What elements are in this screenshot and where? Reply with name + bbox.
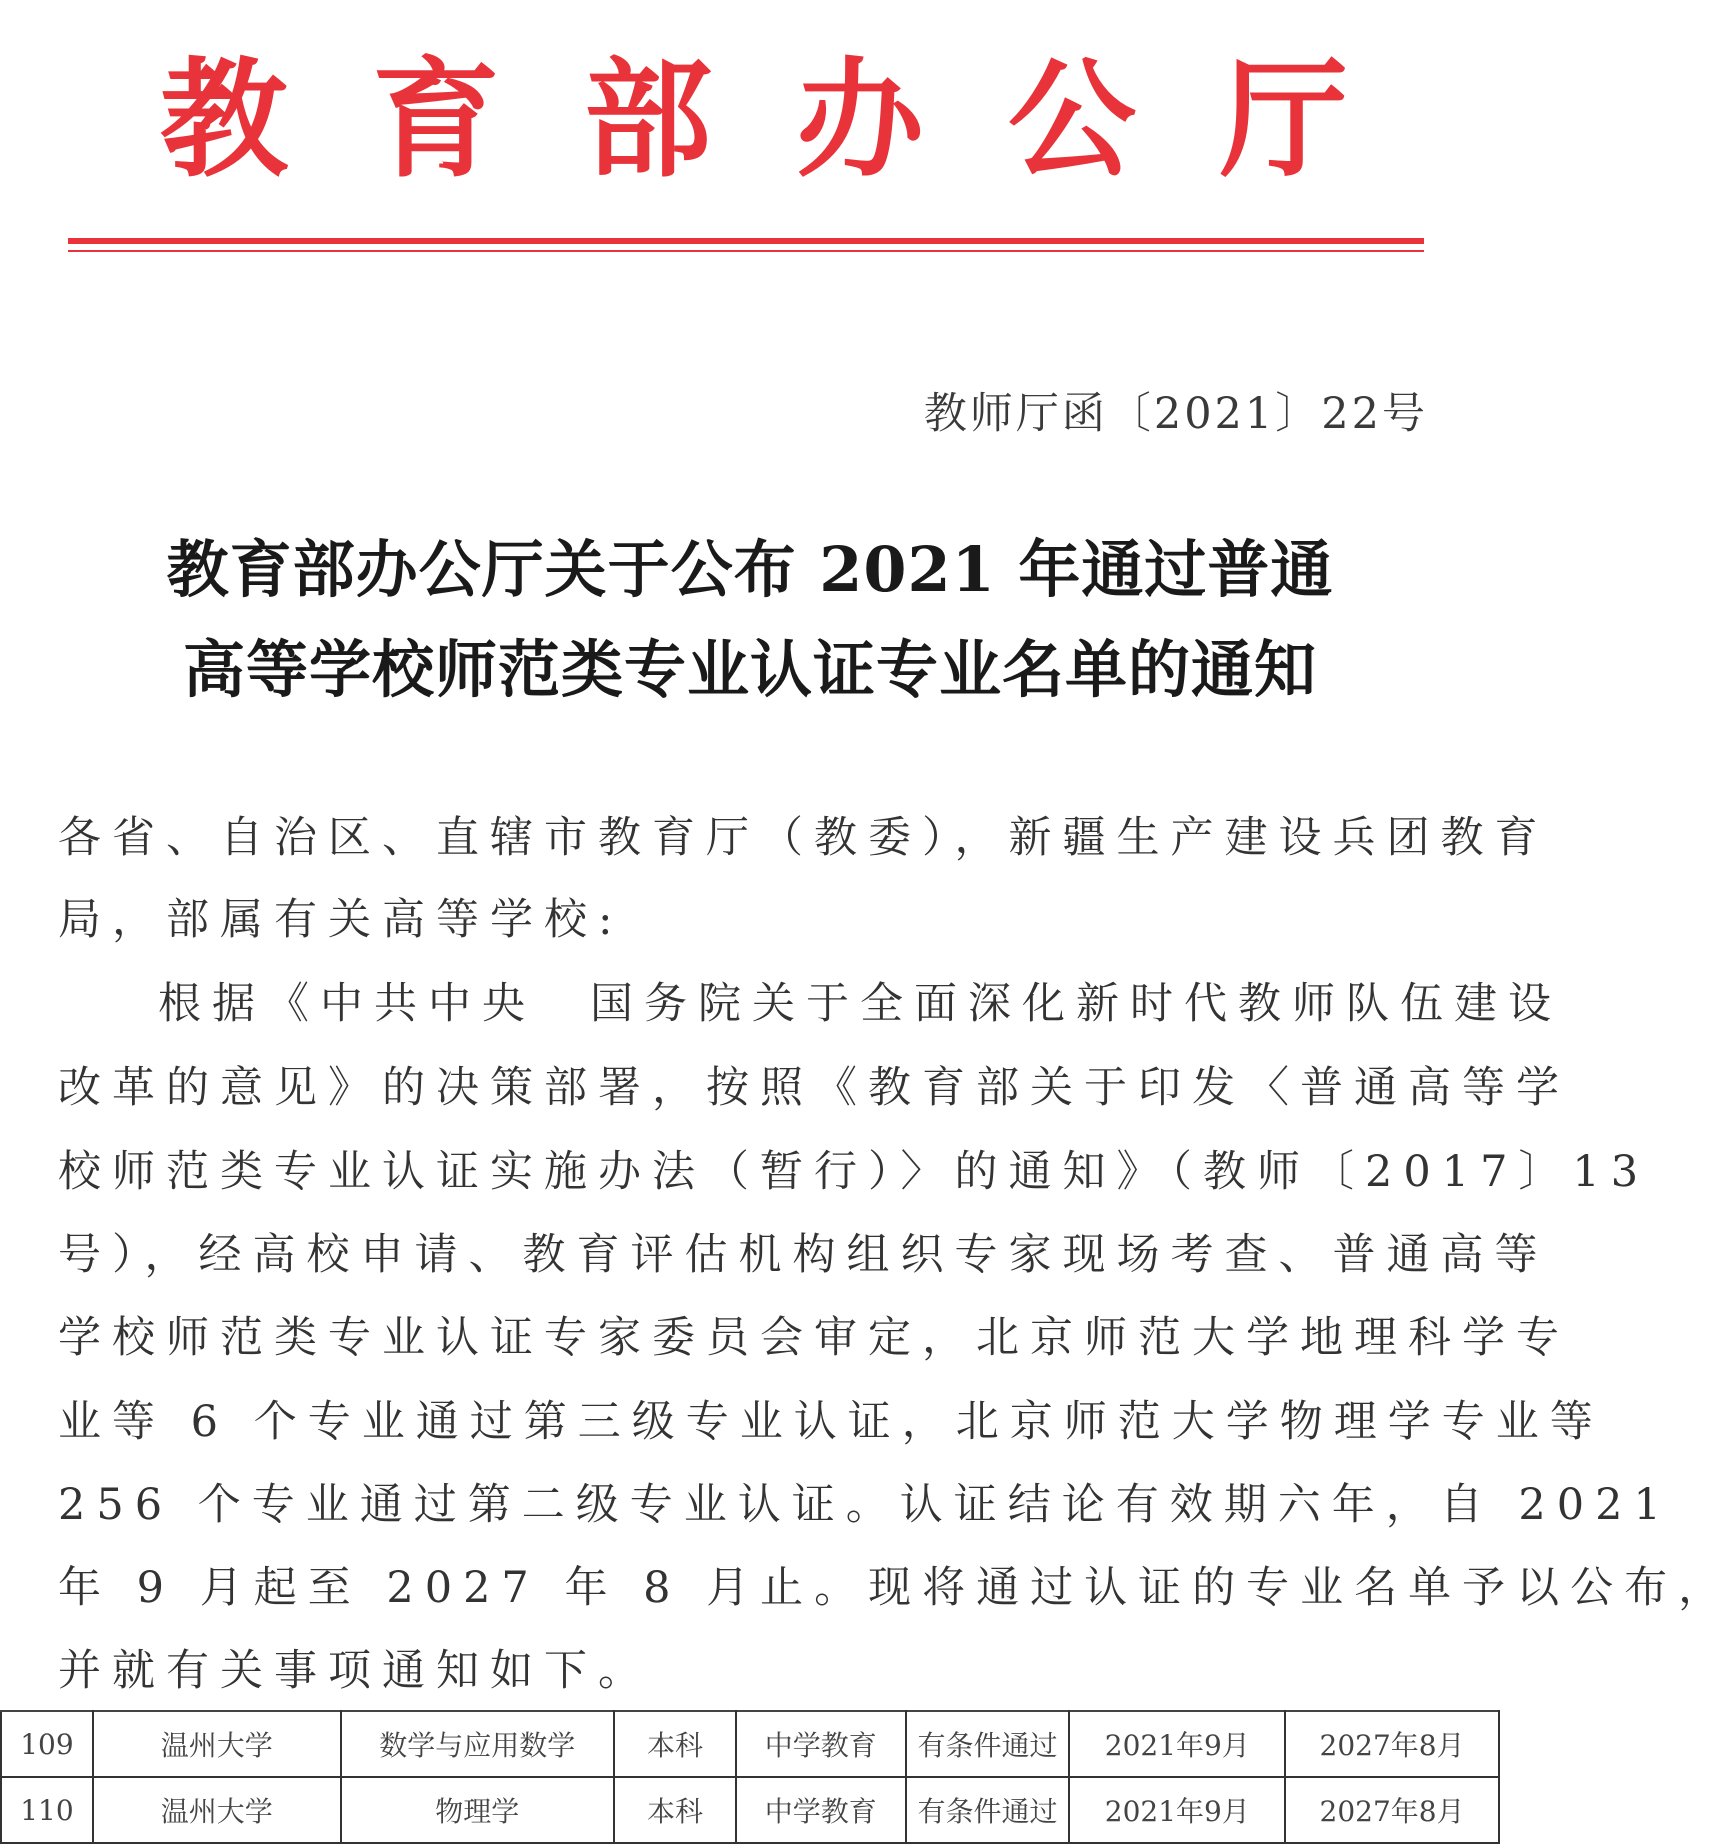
- certified-programs-table: [0, 1710, 1500, 1844]
- valid-from: 2021年9月: [1069, 1711, 1285, 1777]
- body-line: 学校师范类专业认证专家委员会审定，北京师范大学地理科学专: [58, 1313, 1570, 1363]
- header-char: 育: [372, 45, 501, 195]
- degree-level: 本科: [614, 1711, 736, 1777]
- valid-until: 2027年8月: [1285, 1777, 1499, 1843]
- header-char: 办: [796, 45, 925, 195]
- header-char: 部: [584, 45, 713, 195]
- document-title-line-1: 教育部办公厅关于公布 2021 年通过普通: [166, 533, 1334, 606]
- issuer-header: [0, 40, 1500, 200]
- body-line: 年 9 月起至 2027 年 8 月止。现将通过认证的专业名单予以公布，: [58, 1563, 1732, 1613]
- body-line: 业等 6 个专业通过第三级专业认证，北京师范大学物理学专业等: [58, 1397, 1604, 1447]
- university-name: 温州大学: [93, 1711, 341, 1777]
- education-type: 中学教育: [736, 1711, 906, 1777]
- red-divider-thick: [68, 238, 1424, 244]
- header-char: 公: [1008, 45, 1137, 195]
- body-line: 并就有关事项通知如下。: [58, 1646, 652, 1696]
- body-line: 各省、自治区、直辖市教育厅（教委），新疆生产建设兵团教育: [58, 813, 1549, 863]
- red-divider-thin: [68, 250, 1424, 252]
- header-char: 厅: [1220, 45, 1349, 195]
- certification-result: 有条件通过: [906, 1777, 1070, 1843]
- program-name: 物理学: [341, 1777, 615, 1843]
- body-line: 校师范类专业认证实施办法（暂行）〉的通知》（教师〔2017〕13: [58, 1147, 1650, 1197]
- body-line: 256 个专业通过第二级专业认证。认证结论有效期六年，自 2021: [58, 1480, 1672, 1530]
- row-number: 110: [1, 1777, 93, 1843]
- degree-level: 本科: [614, 1777, 736, 1843]
- body-line: 改革的意见》的决策部署，按照《教育部关于印发〈普通高等学: [58, 1063, 1570, 1113]
- education-type: 中学教育: [736, 1777, 906, 1843]
- document-number: 教师厅函〔2021〕22号: [923, 389, 1428, 439]
- document-title-line-2: 高等学校师范类专业认证专业名单的通知: [182, 633, 1317, 706]
- header-char: 教: [160, 45, 289, 195]
- body-line: 局，部属有关高等学校:: [58, 895, 624, 945]
- valid-until: 2027年8月: [1285, 1711, 1499, 1777]
- table-row: [1, 1711, 1499, 1777]
- program-name: 数学与应用数学: [341, 1711, 615, 1777]
- valid-from: 2021年9月: [1069, 1777, 1285, 1843]
- certification-result: 有条件通过: [906, 1711, 1070, 1777]
- body-line: 根据《中共中央 国务院关于全面深化新时代教师队伍建设: [158, 979, 1562, 1029]
- body-line: 号），经高校申请、教育评估机构组织专家现场考查、普通高等: [58, 1230, 1549, 1280]
- row-number: 109: [1, 1711, 93, 1777]
- university-name: 温州大学: [93, 1777, 341, 1843]
- table-row: [1, 1777, 1499, 1843]
